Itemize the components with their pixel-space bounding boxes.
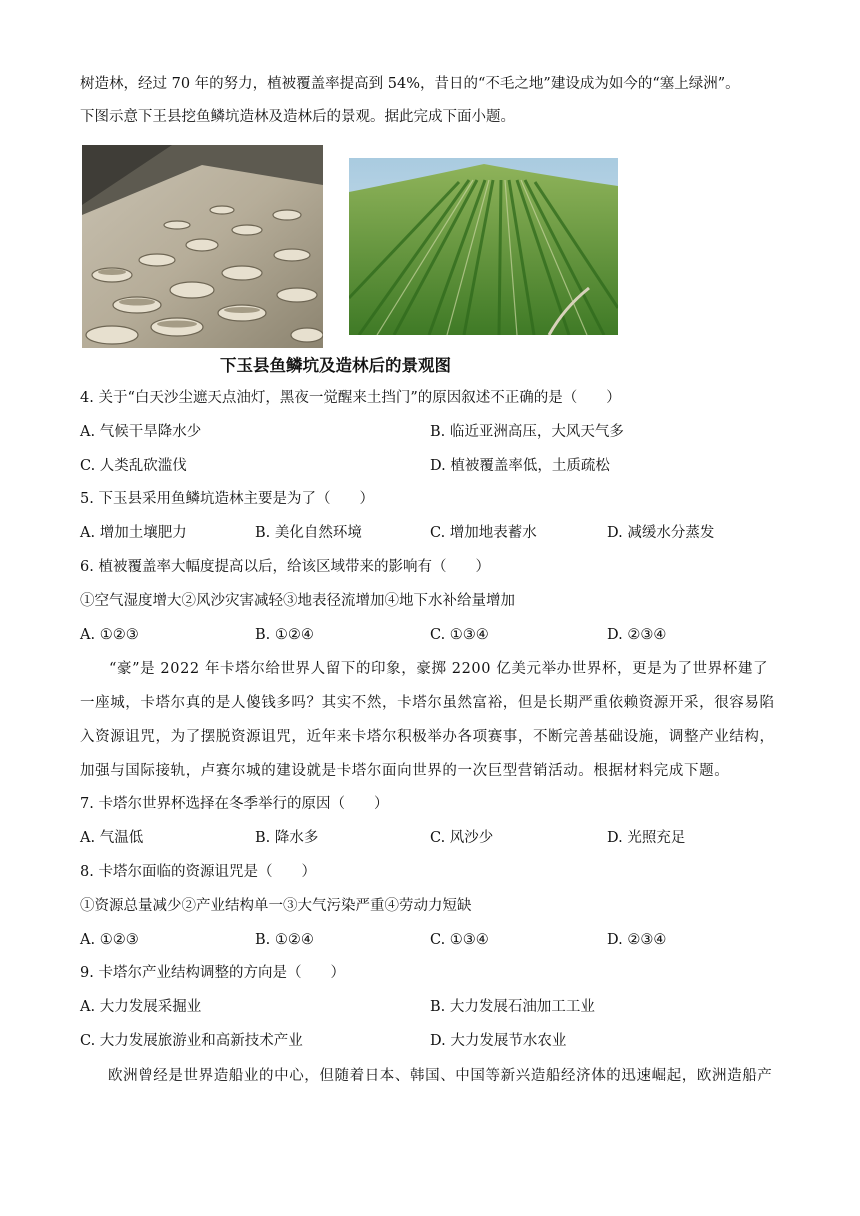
q7-stem: 7. 卡塔尔世界杯选择在冬季举行的原因（ ）	[80, 796, 389, 812]
afforested-landscape-illustration	[349, 158, 618, 335]
q6-stem: 6. 植被覆盖率大幅度提高以后，给该区域带来的影响有（ ）	[80, 559, 490, 575]
q4-option-b: B. 临近亚洲高压，大风天气多	[430, 424, 624, 440]
q8-option-c: C. ①③④	[430, 932, 489, 948]
q6-option-c: C. ①③④	[430, 627, 489, 643]
q5-stem: 5. 下玉县采用鱼鳞坑造林主要是为了（ ）	[80, 491, 374, 507]
q9-stem: 9. 卡塔尔产业结构调整的方向是（ ）	[80, 965, 345, 981]
q8-option-d: D. ②③④	[607, 932, 667, 948]
q5-option-b: B. 美化自然环境	[255, 525, 362, 541]
passage-shipbuilding: 欧洲曾经是世界造船业的中心，但随着日本、韩国、中国等新兴造船经济体的迅速崛起，欧洲造船产	[108, 1068, 773, 1084]
q9-option-c: C. 大力发展旅游业和高新技术产业	[80, 1033, 303, 1049]
fish-scale-pits-photo	[82, 145, 323, 348]
q7-option-a: A. 气温低	[80, 830, 144, 846]
passage-qatar: “豪”是 2022 年卡塔尔给世界人留下的印象，豪掷 2200 亿美元举办世界杯，更是为了世界杯建了一座城，卡塔尔真的是人傻钱多吗？其实不然，卡塔尔虽然富裕，但是长期严重依赖资源开采，很容易陷入资源诅咒，为了摆脱资源诅咒，近年来卡塔尔积极举办各项赛事，不断完善基础设施，调整产业结构，加强与国际接轨，卢赛尔城的建设就是卡塔尔面向世界的一次巨型营销活动。根据材料完成下题。	[80, 661, 775, 779]
q8-stem: 8. 卡塔尔面临的资源诅咒是（ ）	[80, 864, 316, 880]
q4-stem: 4. 关于“白天沙尘遮天点油灯，黑夜一觉醒来土挡门”的原因叙述不正确的是（ ）	[80, 390, 621, 406]
q9-option-d: D. 大力发展节水农业	[430, 1033, 567, 1049]
q5-option-d: D. 减缓水分蒸发	[607, 525, 715, 541]
q7-option-d: D. 光照充足	[607, 830, 686, 846]
q8-items: ①资源总量减少②产业结构单一③大气污染严重④劳动力短缺	[80, 898, 472, 914]
q6-option-a: A. ①②③	[80, 627, 139, 643]
q6-option-d: D. ②③④	[607, 627, 667, 643]
q9-option-b: B. 大力发展石油加工工业	[430, 999, 595, 1015]
q7-option-b: B. 降水多	[255, 830, 319, 846]
q8-option-b: B. ①②④	[255, 932, 314, 948]
intro-line-1: 树造林，经过 70 年的努力，植被覆盖率提高到 54%，昔日的“不毛之地”建设成为如今的“塞上绿洲”。	[80, 76, 740, 92]
q4-option-c: C. 人类乱砍滥伐	[80, 458, 187, 474]
afforested-landscape-photo	[349, 158, 618, 335]
intro-line-2: 下图示意下王县挖鱼鳞坑造林及造林后的景观。据此完成下面小题。	[80, 109, 515, 125]
figure-caption: 下玉县鱼鳞坑及造林后的景观图	[220, 356, 451, 375]
q7-option-c: C. 风沙少	[430, 830, 494, 846]
q5-option-c: C. 增加地表蓄水	[430, 525, 537, 541]
fish-scale-pits-illustration	[82, 145, 323, 348]
q9-option-a: A. 大力发展采掘业	[80, 999, 202, 1015]
q5-option-a: A. 增加土壤肥力	[80, 525, 187, 541]
q4-option-a: A. 气候干旱降水少	[80, 424, 202, 440]
q6-items: ①空气湿度增大②风沙灾害减轻③地表径流增加④地下水补给量增加	[80, 593, 515, 609]
q6-option-b: B. ①②④	[255, 627, 314, 643]
q8-option-a: A. ①②③	[80, 932, 139, 948]
q4-option-d: D. 植被覆盖率低，土质疏松	[430, 458, 610, 474]
